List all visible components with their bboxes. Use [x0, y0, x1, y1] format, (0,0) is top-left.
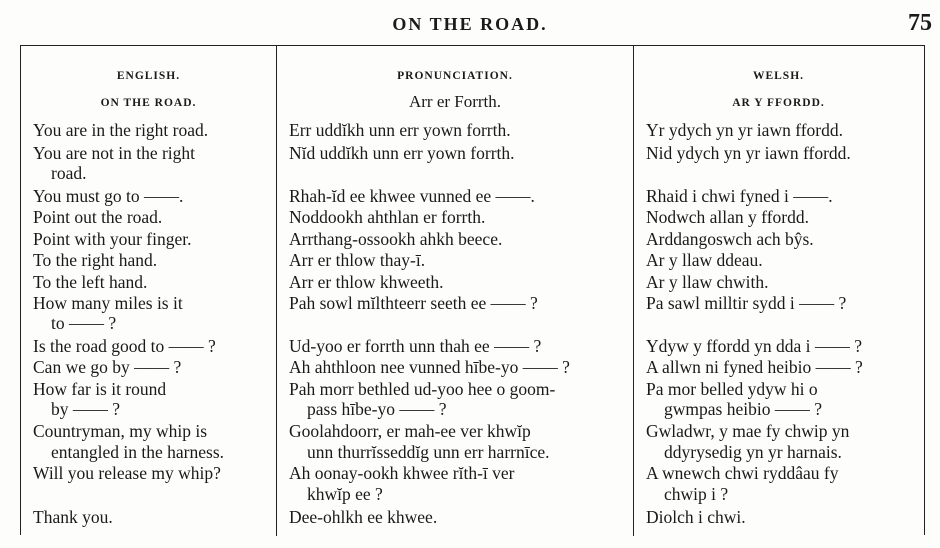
welsh-line: Ar y llaw ddeau.: [646, 250, 763, 270]
pronunciation-line: Noddookh ahthlan er forrth.: [289, 207, 486, 227]
english-line: entangled in the harness.: [51, 442, 225, 462]
welsh-line: Pa mor belled ydyw hi o: [646, 379, 818, 399]
english-line: Countryman, my whip is: [33, 421, 208, 441]
welsh-line: A wnewch chwi ryddâau fy: [646, 463, 839, 483]
pronunciation-line: Dee-ohlkh ee khwee.: [289, 507, 438, 527]
welsh-line: Rhaid i chwi fyned i ——.: [646, 186, 833, 206]
pronunciation-line: Pah sowl mĭlthteerr seeth ee —— ?: [289, 293, 538, 313]
pronunciation-line: unn thurrĭsseddĭg unn err harrnīce.: [307, 442, 550, 462]
english-line: How many miles is it: [33, 293, 183, 313]
page-number: 75: [908, 10, 932, 36]
pronunciation-line: Nĭd uddĭkh unn err yown forrth.: [289, 143, 515, 163]
english-line: Can we go by —— ?: [33, 357, 182, 377]
welsh-line: Arddangoswch ach bŷs.: [646, 229, 814, 249]
pronunciation-line: Rhah-ĭd ee khwee vunned ee ——.: [289, 186, 535, 206]
pronunciation-section-heading: Arr er Forrth.: [408, 92, 502, 111]
welsh-line: ddyrysedig yn yr harnais.: [664, 442, 842, 462]
english-line: Will you release my whip?: [33, 463, 221, 483]
welsh-column-header: WELSH.: [752, 70, 805, 82]
welsh-line: Yr ydych yn yr iawn ffordd.: [646, 120, 843, 140]
welsh-line: Nodwch allan y ffordd.: [646, 207, 809, 227]
pronunciation-line: Arrthang-ossookh ahkh beece.: [289, 229, 503, 249]
english-line: Thank you.: [33, 507, 113, 527]
english-line: You are not in the right: [33, 143, 196, 163]
english-column-header: ENGLISH.: [116, 70, 181, 82]
english-line: Is the road good to —— ?: [33, 336, 216, 356]
pronunciation-line: Pah morr bethled ud-yoo hee o goom-: [289, 379, 556, 399]
pronunciation-line: khwĭp ee ?: [307, 484, 383, 504]
welsh-line: A allwn ni fyned heibio —— ?: [646, 357, 863, 377]
welsh-line: Diolch i chwi.: [646, 507, 746, 527]
english-line: Point out the road.: [33, 207, 163, 227]
english-line: road.: [51, 163, 87, 183]
welsh-line: Ar y llaw chwith.: [646, 272, 769, 292]
page-title: ON THE ROAD.: [392, 14, 548, 34]
phrase-table: [20, 45, 925, 535]
pronunciation-line: Goolahdoorr, er mah-ee ver khwĭp: [289, 421, 531, 441]
english-section-heading: ON THE ROAD.: [100, 97, 197, 109]
pronunciation-line: Err uddĭkh unn err yown forrth.: [289, 120, 511, 140]
pronunciation-line: Arr er thlow khweeth.: [289, 272, 444, 292]
english-line: How far is it round: [33, 379, 167, 399]
pronunciation-column: [276, 46, 633, 536]
welsh-line: Gwladwr, y mae fy chwip yn: [646, 421, 850, 441]
english-line: To the left hand.: [33, 272, 148, 292]
welsh-section-heading: AR Y FFORDD.: [732, 97, 825, 109]
welsh-line: Nid ydych yn yr iawn ffordd.: [646, 143, 851, 163]
welsh-line: Pa sawl milltir sydd i —— ?: [646, 293, 847, 313]
english-line: by —— ?: [51, 399, 121, 419]
welsh-line: chwip i ?: [664, 484, 729, 504]
pronunciation-column-header: PRONUNCIATION.: [397, 70, 513, 82]
pronunciation-line: Arr er thlow thay-ī.: [289, 250, 426, 270]
pronunciation-line: Ud-yoo er forrth unn thah ee —— ?: [289, 336, 542, 356]
welsh-line: Ydyw y ffordd yn dda i —— ?: [646, 336, 862, 356]
running-head: [0, 10, 940, 40]
welsh-column: [633, 46, 923, 536]
english-column: [21, 46, 276, 536]
english-line: To the right hand.: [33, 250, 158, 270]
welsh-line: gwmpas heibio —— ?: [664, 399, 822, 419]
english-line: to —— ?: [51, 313, 117, 333]
pronunciation-line: Ah oonay-ookh khwee rĭth-ī ver: [289, 463, 515, 483]
english-line: You must go to ——.: [33, 186, 184, 206]
pronunciation-line: pass hībe-yo —— ?: [307, 399, 447, 419]
english-line: You are in the right road.: [33, 120, 209, 140]
english-line: Point with your finger.: [33, 229, 192, 249]
pronunciation-line: Ah ahthloon nee vunned hībe-yo —— ?: [289, 357, 570, 377]
